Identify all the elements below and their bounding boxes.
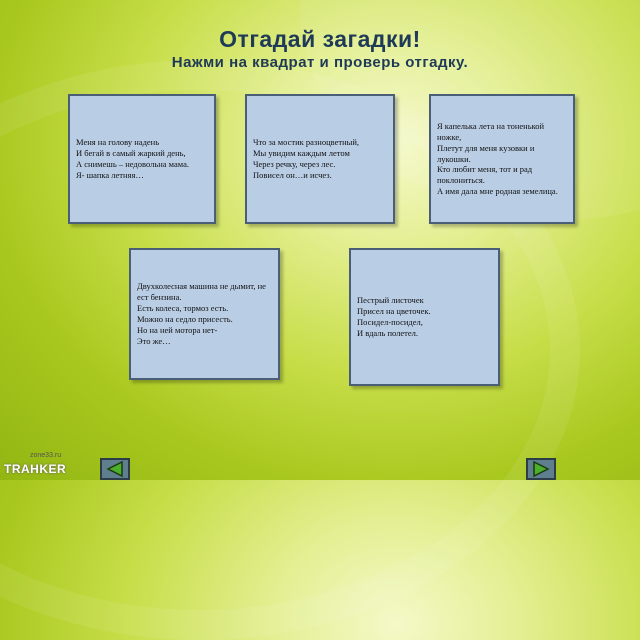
slide-title: Отгадай загадки! <box>219 26 421 52</box>
slide-subtitle: Нажми на квадрат и проверь отгадку. <box>171 54 469 71</box>
riddle-card-berry[interactable] <box>429 94 575 224</box>
triangle-left-icon <box>106 461 124 477</box>
watermark-site: zone33.ru <box>30 452 62 459</box>
next-slide-button[interactable] <box>526 458 556 480</box>
riddle-card-hat[interactable] <box>68 94 216 224</box>
riddle-text: Я капелька лета на тоненькой ножке, Плетут для меня кузовки и лукошки. Кто любит меня, тот и рад поклониться. А имя дала мне родная земелица. <box>437 120 558 197</box>
triangle-right-icon <box>532 461 550 477</box>
prev-slide-button[interactable] <box>100 458 130 480</box>
riddle-card-butterfly[interactable] <box>349 248 500 386</box>
riddle-card-bicycle[interactable] <box>129 248 280 380</box>
riddle-text: Меня на голову надень И бегай в самый жаркий день, А снимешь – недовольна мама. Я- шапка летняя… <box>76 137 189 180</box>
riddle-card-rainbow[interactable] <box>245 94 395 224</box>
riddle-text: Двухколесная машина не дымит, не ест бензина. Есть колеса, тормоз есть. Можно на седло присесть. Но на ней мотора нет- Это же… <box>137 281 266 346</box>
riddle-text: Что за мостик разноцветный, Мы увидим каждым летом Через речку, через лес. Повисел он…и исчез. <box>253 137 360 180</box>
riddle-text: Пестрый листочек Присел на цветочек. Посидел-посидел, И вдаль полетел. <box>357 295 431 338</box>
watermark-logo: TRAHKER <box>4 462 67 476</box>
